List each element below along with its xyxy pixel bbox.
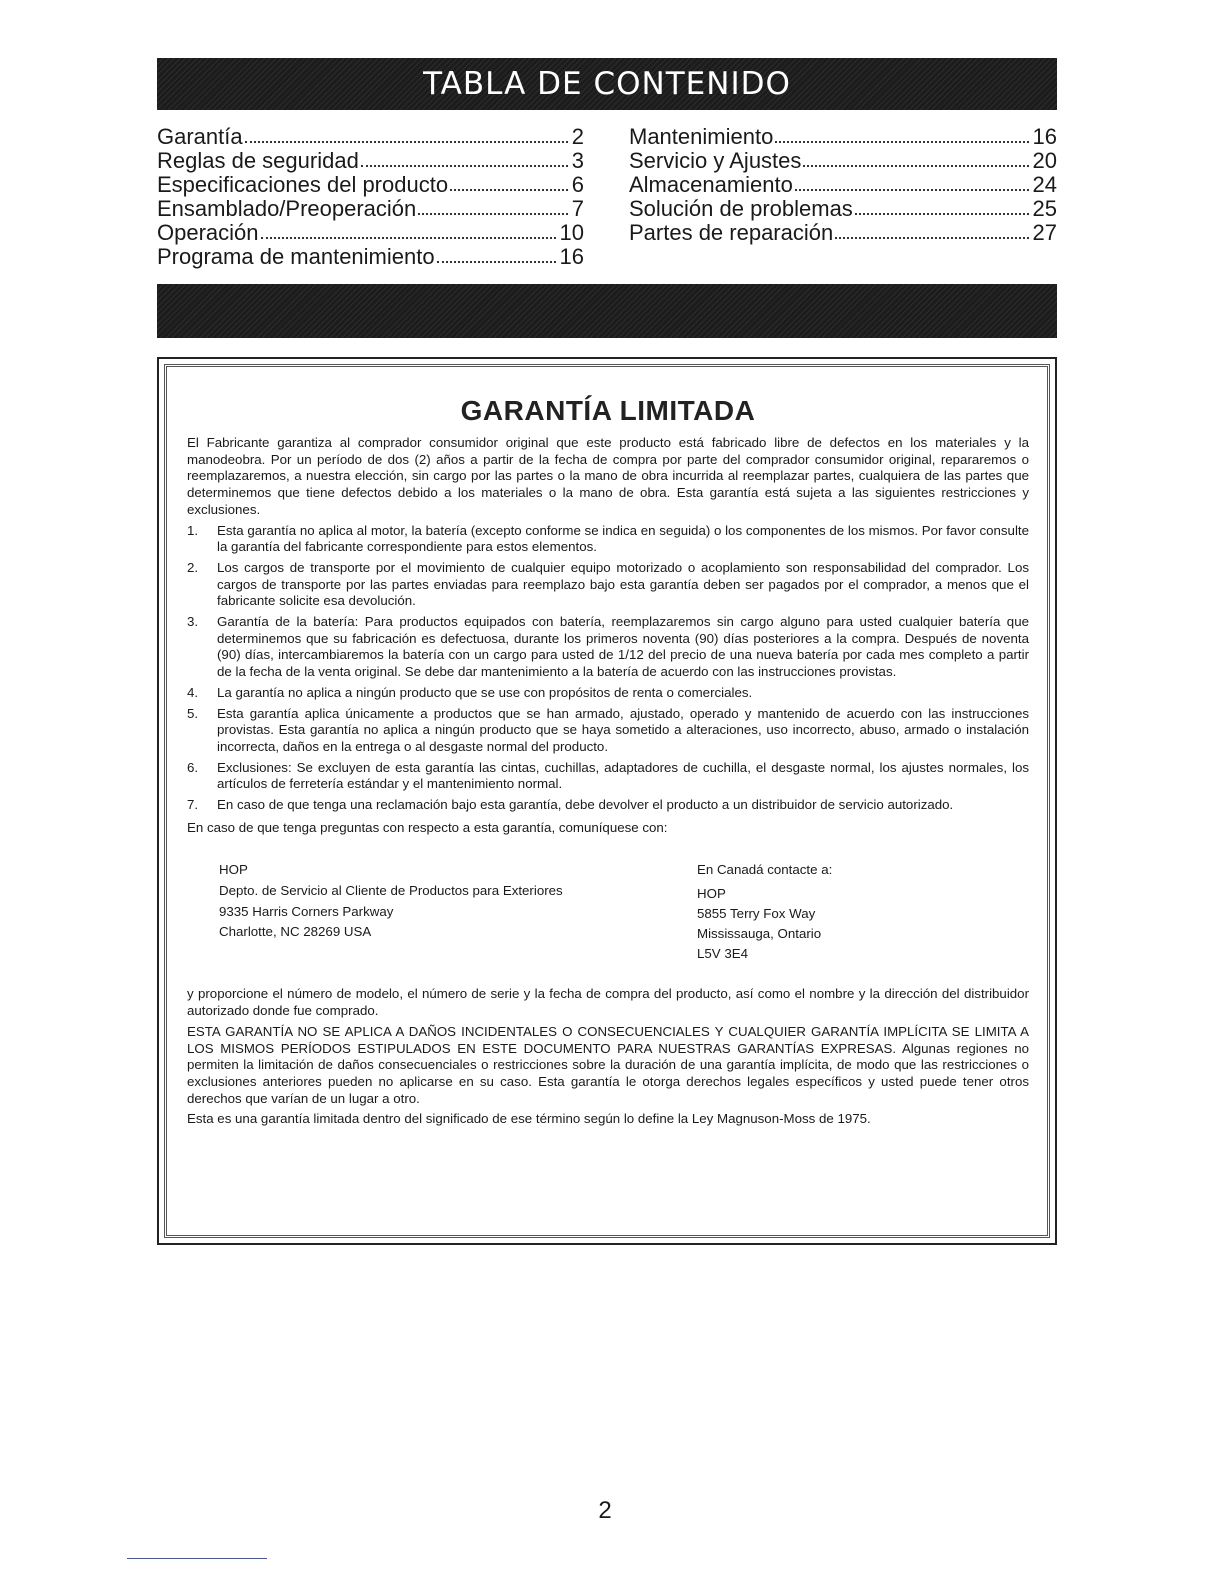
warranty-inner-frame — [164, 364, 1050, 1238]
toc-entry-label: Mantenimiento — [629, 124, 774, 149]
toc-entry[interactable] — [629, 173, 1057, 197]
list-item-number: 6. — [187, 759, 199, 775]
provide-info-paragraph: y proporcione el número de modelo, el número de serie y la fecha de compra del producto, así como el nombre y la dirección del distribuidor autorizado donde fue comprado. — [187, 986, 1029, 1019]
contact-addresses — [219, 860, 1029, 964]
toc-title: TABLA DE CONTENIDO — [423, 66, 791, 102]
toc-entry-page: 27 — [1032, 220, 1057, 245]
list-item — [187, 797, 1029, 814]
list-item-number: 1. — [187, 522, 199, 538]
list-item-number: 7. — [187, 797, 199, 813]
dot-leader — [450, 189, 568, 191]
address-line: Charlotte, NC 28269 USA — [219, 924, 372, 940]
toc-entry-label: Reglas de seguridad — [157, 148, 359, 173]
toc-entry[interactable] — [157, 149, 584, 173]
section-divider-banner — [157, 284, 1057, 338]
dot-leader — [361, 165, 568, 167]
list-item — [187, 760, 1029, 793]
toc-entry-page: 24 — [1032, 172, 1057, 197]
page-number: 2 — [598, 1497, 612, 1524]
dot-leader — [437, 261, 556, 263]
toc-entry-label: Partes de reparación — [629, 220, 834, 245]
toc-entry-label: Servicio y Ajustes — [629, 148, 802, 173]
toc-entry[interactable] — [157, 125, 584, 149]
list-item-text: Esta garantía aplica únicamente a productos que se han armado, ajustado, operado y mantenido de acuerdo con las instrucciones provistas. Esta garantía no aplica a ningún producto que se haya sometido a alteraciones, uso incorrecto, abuso, armado o instalación incorrecta, daños en la entrega o al desgaste normal del producto. — [217, 705, 1029, 754]
toc-entry[interactable] — [157, 221, 584, 245]
list-item — [187, 560, 1029, 610]
toc-entry-label: Garantía — [157, 124, 243, 149]
list-item — [187, 523, 1029, 556]
toc-entry[interactable] — [157, 245, 584, 269]
table-of-contents — [157, 125, 1057, 269]
toc-entry-page: 16 — [1032, 124, 1057, 149]
toc-entry-label: Ensamblado/Preoperación — [157, 196, 417, 221]
toc-left-column — [157, 125, 584, 269]
address-line: Depto. de Servicio al Cliente de Productos para Exteriores — [219, 883, 563, 899]
toc-entry-label: Especificaciones del producto — [157, 172, 449, 197]
toc-entry[interactable] — [629, 221, 1057, 245]
address-line: En Canadá contacte a: — [697, 862, 833, 878]
toc-entry-page: 16 — [559, 244, 584, 269]
toc-entry-label: Almacenamiento — [629, 172, 793, 197]
toc-entry-page: 2 — [571, 124, 584, 149]
contact-intro: En caso de que tenga preguntas con respecto a esta garantía, comuníquese con: — [187, 819, 668, 835]
list-item-text: Los cargos de transporte por el movimiento de cualquier equipo motorizado o acoplamiento son responsabilidad del comprador. Los cargos de transporte por las partes enviadas para reemplazo bajo esta garantía deben ser pagados por el comprador, a menos que el fabricante solicite esa devolución. — [217, 559, 1029, 609]
dot-leader — [418, 213, 567, 215]
dot-leader — [855, 213, 1029, 215]
address-usa — [219, 860, 697, 964]
warranty-intro: El Fabricante garantiza al comprador consumidor original que este producto está fabricado libre de defectos en los materiales y la manodeobra. Por un período de dos (2) años a partir de la fecha de compra por parte del comprador consumidor original, repararemos o reemplazaremos, a nuestra elección, sin cargo por las partes o la mano de obra incurrida al reemplazar partes, cualquiera de las partes que determinemos que tiene defectos debido a los materiales o la mano de obra. Esta garantía está sujeta a las siguientes restricciones y exclusiones. — [187, 435, 1029, 517]
toc-entry[interactable] — [157, 173, 584, 197]
closing-paragraph: Esta es una garantía limitada dentro del significado de ese término según lo define la Ley Magnuson-Moss de 1975. — [187, 1111, 871, 1127]
toc-entry-page: 10 — [559, 220, 584, 245]
toc-entry-label: Operación — [157, 220, 259, 245]
dot-leader — [245, 141, 568, 143]
list-item-text: En caso de que tenga una reclamación bajo esta garantía, debe devolver el producto a un distribuidor de servicio autorizado. — [217, 797, 954, 813]
footer-rule — [127, 1558, 267, 1559]
toc-entry-page: 6 — [571, 172, 584, 197]
dot-leader — [803, 165, 1028, 167]
address-line: 9335 Harris Corners Parkway — [219, 904, 394, 920]
toc-entry-page: 20 — [1032, 148, 1057, 173]
toc-entry-label: Solución de problemas — [629, 196, 853, 221]
toc-right-column — [629, 125, 1057, 269]
toc-entry[interactable] — [629, 197, 1057, 221]
toc-entry-page: 25 — [1032, 196, 1057, 221]
list-item-text: Esta garantía no aplica al motor, la batería (excepto conforme se indica en seguida) o los componentes de los mismos. Por favor consulte la garantía del fabricante correspondiente para estos elementos. — [217, 522, 1029, 555]
list-item-text: Exclusiones: Se excluyen de esta garantía las cintas, cuchillas, adaptadores de cuchilla, el desgaste normal, los ajustes normales, los artículos de ferretería estándar y el mantenimiento normal. — [217, 759, 1029, 792]
dot-leader — [775, 141, 1028, 143]
list-item-text: La garantía no aplica a ningún producto que se use con propósitos de renta o comerciales. — [217, 684, 753, 700]
address-line: HOP — [219, 862, 248, 878]
toc-entry[interactable] — [629, 125, 1057, 149]
toc-entry[interactable] — [157, 197, 584, 221]
toc-entry-page: 3 — [571, 148, 584, 173]
toc-entry-page: 7 — [571, 196, 584, 221]
toc-entry[interactable] — [629, 149, 1057, 173]
list-item-number: 2. — [187, 559, 199, 575]
list-item-number: 5. — [187, 705, 199, 721]
address-line: 5855 Terry Fox Way — [697, 906, 816, 922]
list-item-number: 3. — [187, 614, 199, 630]
list-item — [187, 614, 1029, 681]
dot-leader — [795, 189, 1029, 191]
warranty-title: GARANTÍA LIMITADA — [460, 395, 756, 426]
list-item-text: Garantía de la batería: Para productos equipados con batería, reemplazaremos sin cargo alguno para usted cualquier batería que determinemos que su fabricación es defectuosa, durante los primeros noventa (90) días posteriores a la compra. Después de noventa (90) días, intercambiaremos la batería con un cargo para usted de 1/12 del precio de una nueva batería por cada mes completo a partir de la fecha de la venta original. Se debe dar mantenimiento a la batería de acuerdo con las instrucciones provistas. — [217, 614, 1029, 680]
disclaimer-paragraph: ESTA GARANTÍA NO SE APLICA A DAÑOS INCIDENTALES O CONSECUENCIALES Y CUALQUIER GARANTÍA IMPLÍCITA SE LIMITA A LOS MISMOS PERÍODOS ESTIPULADOS EN ESTE DOCUMENTO PARA NUESTRAS GARANTÍAS EXPRESAS. Algunas regiones no permiten la limitación de daños consecuenciales o restricciones sobre la duración de una garantía implícita, de modo que las restricciones o exclusiones anteriores pueden no aplicarse en su caso. Esta garantía le otorga derechos legales específicos y usted puede tener otros derechos que varían de un lugar a otro. — [187, 1023, 1029, 1106]
warranty-box — [157, 357, 1057, 1245]
address-line: L5V 3E4 — [697, 946, 749, 962]
dot-leader — [261, 237, 556, 239]
toc-header-banner — [157, 58, 1057, 110]
address-canada — [697, 860, 1029, 964]
list-item — [187, 685, 1029, 702]
list-item — [187, 706, 1029, 756]
toc-entry-label: Programa de mantenimiento — [157, 244, 435, 269]
address-line: Mississauga, Ontario — [697, 926, 822, 942]
dot-leader — [835, 237, 1028, 239]
list-item-number: 4. — [187, 684, 199, 700]
warranty-conditions-list — [187, 523, 1029, 814]
address-line: HOP — [697, 886, 726, 902]
